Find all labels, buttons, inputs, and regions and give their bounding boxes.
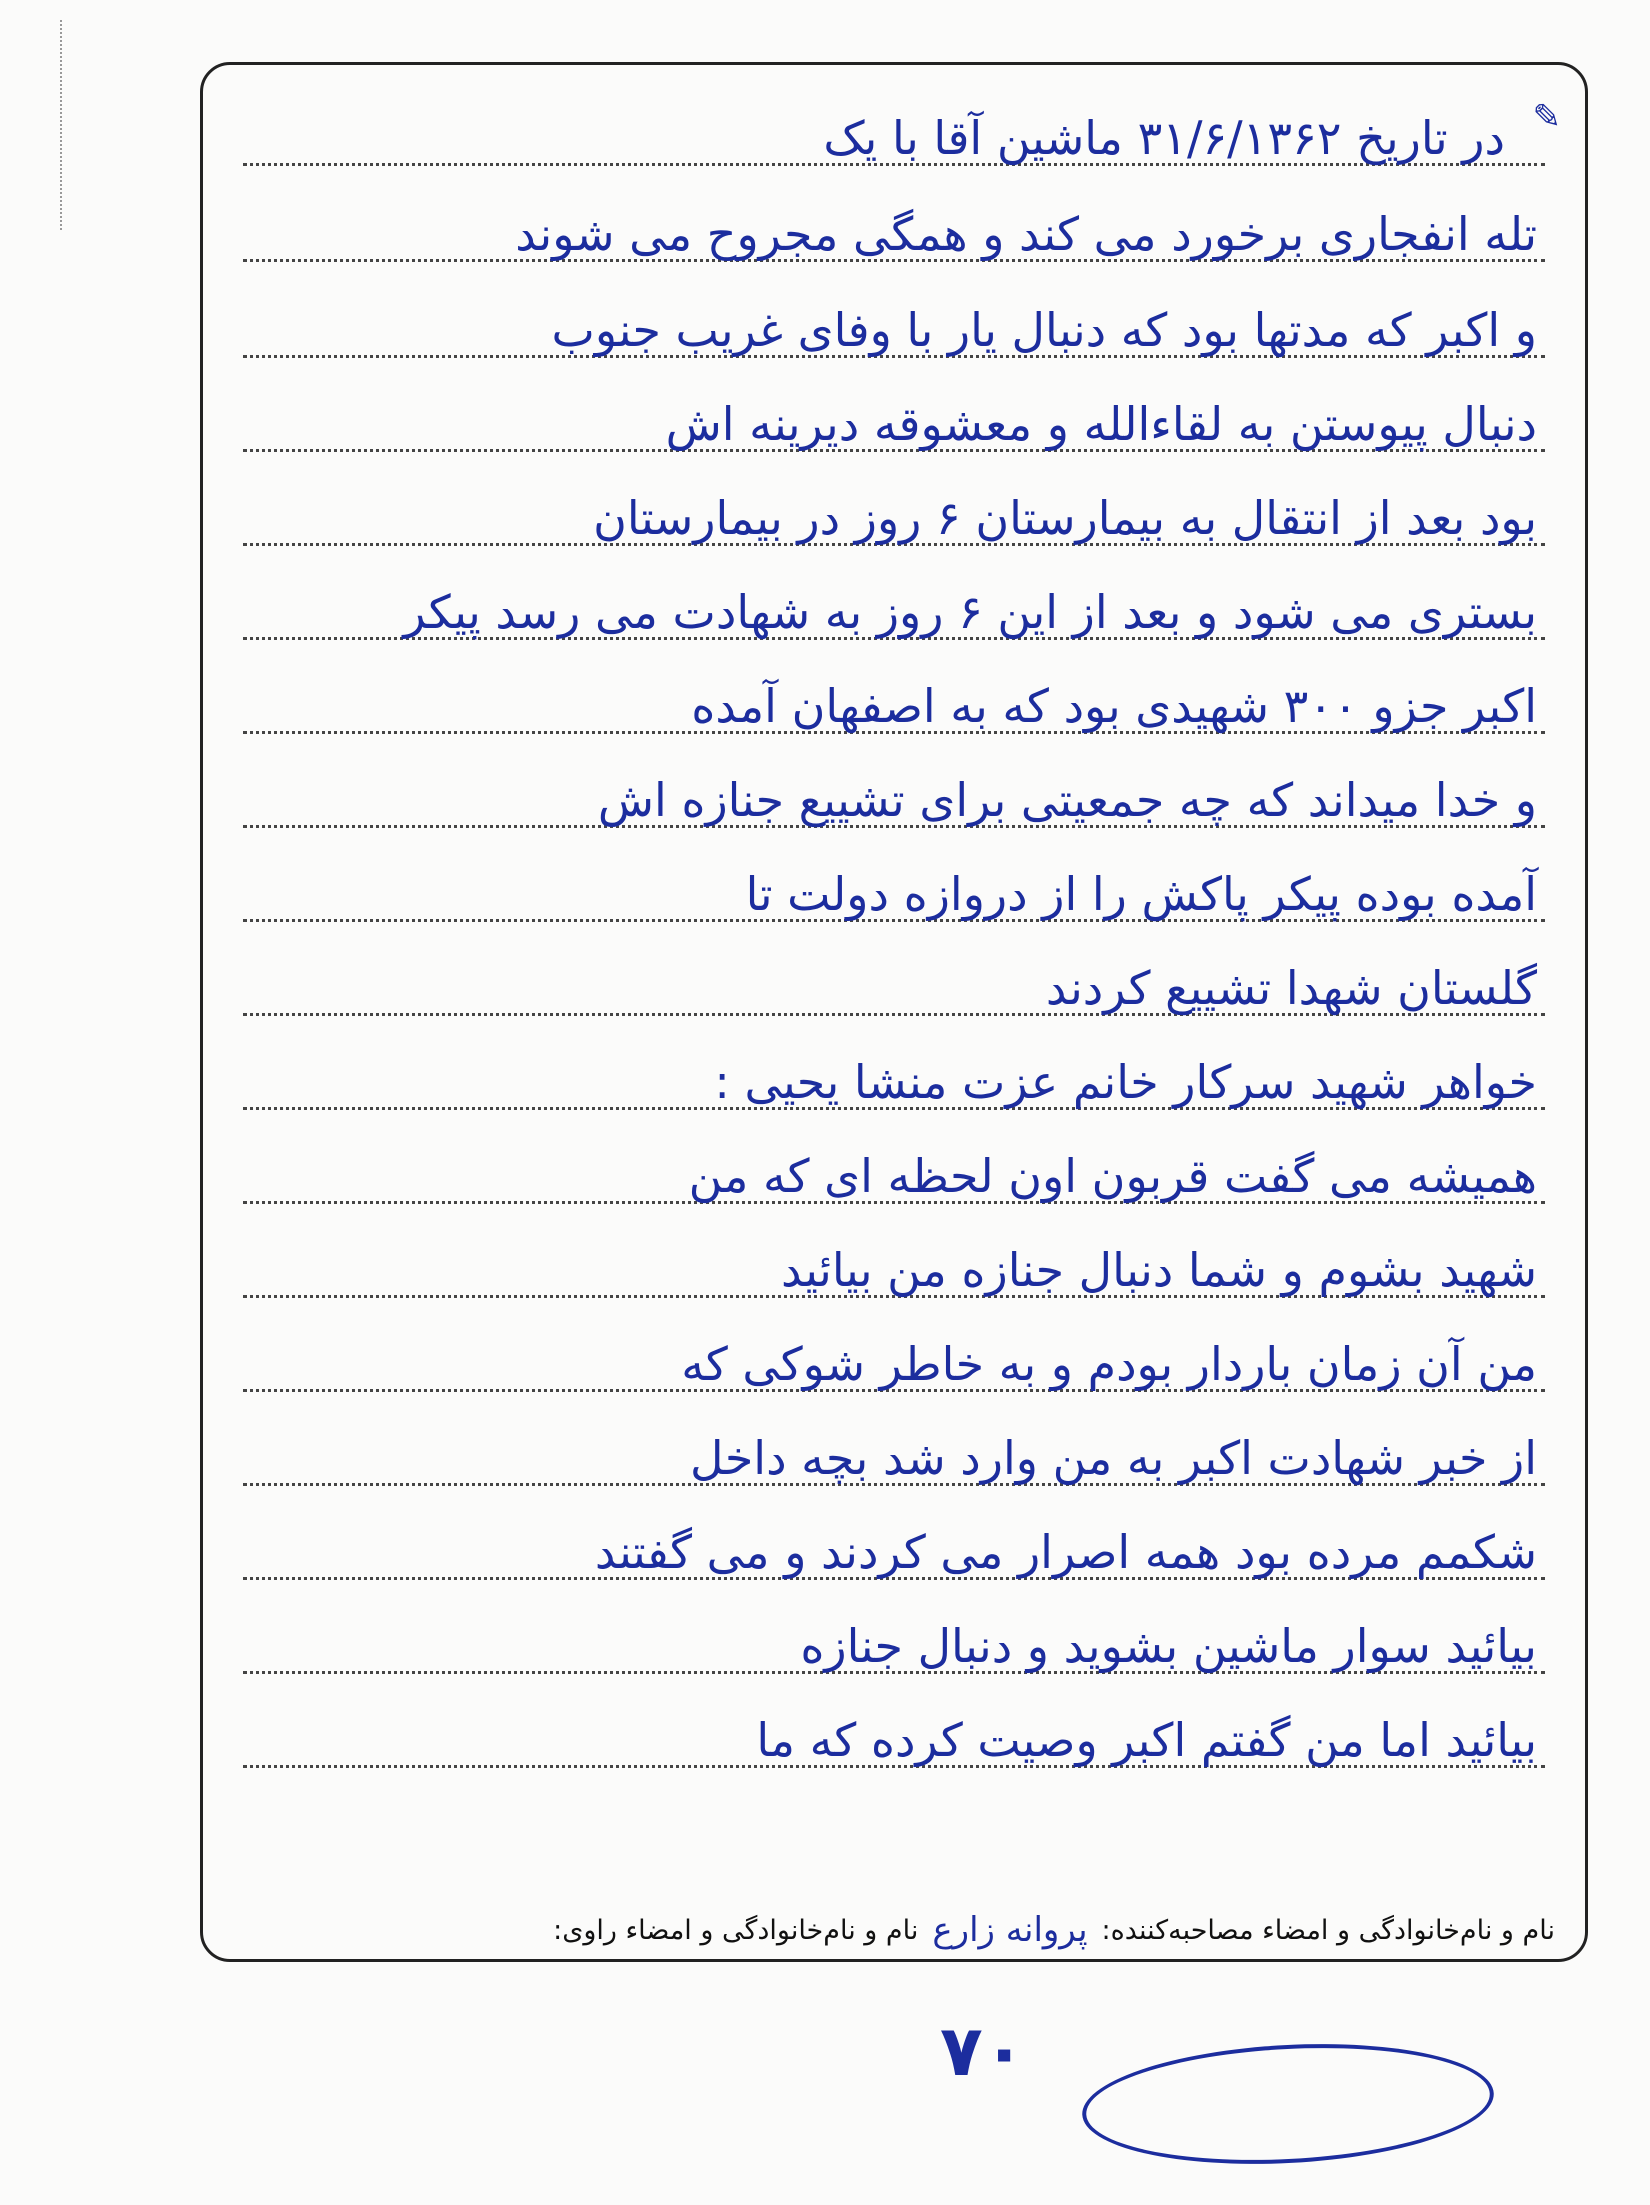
- handwritten-line: همیشه می گفت قربون اون لحظه ای که من: [688, 1149, 1537, 1203]
- ruled-line: [243, 105, 1545, 166]
- ruled-line: [243, 673, 1545, 734]
- ruled-line: [243, 579, 1545, 640]
- handwritten-line: و اکبر که مدتها بود که دنبال یار با وفای غریب جنوب: [551, 303, 1537, 357]
- ruled-line: [243, 201, 1545, 262]
- handwritten-line: بستری می شود و بعد از این ۶ روز به شهادت می رسد پیکر: [403, 585, 1537, 639]
- handwritten-line: شکمم مرده بود همه اصرار می کردند و می گفتند: [594, 1525, 1537, 1579]
- handwritten-line: در تاریخ ۳۱/۶/۱۳۶۲ ماشین آقا با یک: [823, 111, 1505, 165]
- ruled-line: [243, 1425, 1545, 1486]
- handwritten-line: من آن زمان باردار بودم و به خاطر شوکی که: [681, 1337, 1537, 1391]
- ruled-line: [243, 391, 1545, 452]
- stamp-oval: [1079, 2034, 1497, 2173]
- handwritten-line: تله انفجاری برخورد می کند و همگی مجروح می شوند: [515, 207, 1537, 261]
- handwritten-line: خواهر شهید سرکار خانم عزت منشا یحیی :: [714, 1055, 1537, 1109]
- pen-icon: ✎: [1532, 97, 1561, 137]
- handwritten-line: از خبر شهادت اکبر به من وارد شد بچه داخل: [690, 1431, 1537, 1485]
- handwritten-line: دنبال پیوستن به لقاءالله و معشوقه دیرینه اش: [665, 397, 1537, 451]
- ruled-line: [243, 1049, 1545, 1110]
- ruled-line: [243, 1331, 1545, 1392]
- signature-footer: [233, 1905, 1555, 1955]
- handwritten-line: و خدا میداند که چه جمعیتی برای تشییع جنازه اش: [597, 773, 1537, 827]
- ruled-line: [243, 767, 1545, 828]
- handwritten-line: بود بعد از انتقال به بیمارستان ۶ روز در بیمارستان: [593, 491, 1537, 545]
- handwritten-line: گلستان شهدا تشییع کردند: [1045, 961, 1537, 1015]
- ruled-line: [243, 955, 1545, 1016]
- handwritten-line: آمده بوده پیکر پاکش را از دروازه دولت تا: [745, 867, 1537, 921]
- ruled-line: [243, 485, 1545, 546]
- ruled-line: [243, 861, 1545, 922]
- interviewer-label: نام و نام‌خانوادگی و امضاء مصاحبه‌کننده:: [1101, 1914, 1555, 1946]
- handwritten-line: بیائید سوار ماشین بشوید و دنبال جنازه: [800, 1619, 1537, 1673]
- handwritten-line: شهید بشوم و شما دنبال جنازه من بیائید: [780, 1243, 1537, 1297]
- handwritten-line: بیائید اما من گفتم اکبر وصیت کرده که ما: [756, 1713, 1537, 1767]
- ruled-line: [243, 1519, 1545, 1580]
- interviewer-signature: پروانه زارع: [932, 1910, 1088, 1950]
- margin-mark: [60, 20, 64, 230]
- ruled-line: [243, 1707, 1545, 1768]
- ruled-line: [243, 1613, 1545, 1674]
- ruled-line: [243, 297, 1545, 358]
- handwritten-line: اکبر جزو ۳۰۰ شهیدی بود که به اصفهان آمده: [691, 679, 1537, 733]
- narrator-label: نام و نام‌خانوادگی و امضاء راوی:: [553, 1914, 919, 1946]
- ruled-line: [243, 1143, 1545, 1204]
- page-number: ۷۰: [940, 2010, 1026, 2092]
- form-frame: [200, 62, 1588, 1962]
- ruled-line: [243, 1237, 1545, 1298]
